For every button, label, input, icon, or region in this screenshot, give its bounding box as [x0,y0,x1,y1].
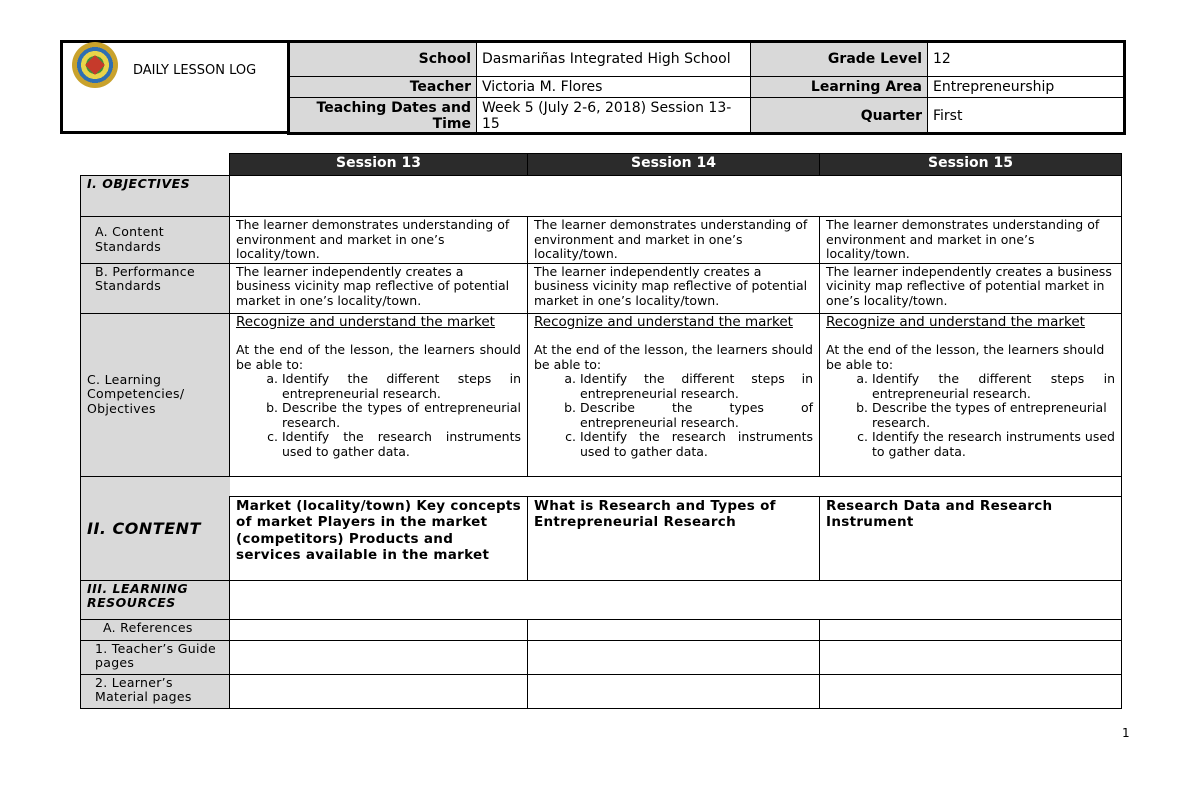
list-item: b. Describe the types of entrepreneurial research. [872,401,1115,430]
session-15-header: Session 15 [820,154,1122,176]
document-title: DAILY LESSON LOG [133,63,257,78]
learners-material-s13 [230,674,528,708]
competencies-s15 [820,313,1122,476]
grade-level-label: Grade Level [751,41,928,77]
session-14-header: Session 14 [528,154,820,176]
performance-standards-s14: The learner independently creates a business vicinity map reflective of potential market in one’s locality/town. [528,263,820,313]
references-s14 [528,619,820,640]
list-item: a. Identify the different steps in entrepreneurial research. [282,372,521,401]
quarter-label: Quarter [751,98,928,135]
teachers-guide-label: 1. Teacher’s Guide pages [81,640,230,674]
references-s13 [230,619,528,640]
corner-blank [81,154,230,176]
learning-competencies-label: C. Learning Competencies/ Objectives [81,313,230,476]
competency-title: Recognize and understand the market [534,313,793,330]
learning-area-value: Entrepreneurship [928,77,1126,98]
lesson-log-table [80,153,1122,709]
learning-resources-heading: III. LEARNING RESOURCES [81,580,230,619]
performance-standards-label: B. Performance Standards [81,263,230,313]
learning-area-label: Learning Area [751,77,928,98]
list-item: a. Identify the different steps in entrepreneurial research. [872,372,1115,401]
content-heading: II. CONTENT [87,518,201,538]
list-item: c. Identify the research instruments used to gather data. [282,430,521,459]
resources-blank [230,580,1122,619]
teacher-value: Victoria M. Flores [477,77,751,98]
header-info-table [287,40,1126,135]
competency-intro: At the end of the lesson, the learners should be able to: [826,342,1105,372]
teaching-dates-label: Teaching Dates and Time [288,98,477,135]
performance-standards-s15: The learner independently creates a business vicinity map reflective of potential market in one’s locality/town. [820,263,1122,313]
references-s15 [820,619,1122,640]
content-heading-cell [81,476,230,580]
teachers-guide-s14 [528,640,820,674]
teachers-guide-s13 [230,640,528,674]
competency-title: Recognize and understand the market [236,313,495,330]
school-label: School [288,41,477,77]
list-item: b. Describe the types of entrepreneurial research. [580,401,813,430]
teachers-guide-s15 [820,640,1122,674]
school-value: Dasmariñas Integrated High School [477,41,751,77]
competency-list [534,372,813,459]
objectives-heading: I. OBJECTIVES [81,176,230,217]
objectives-blank [230,176,1122,217]
list-item: c. Identify the research instruments used to gather data. [872,430,1115,459]
competency-title: Recognize and understand the market [826,313,1085,330]
content-standards-label: A. Content Standards [81,217,230,264]
content-standards-s13: The learner demonstrates understanding of environment and market in one’s locality/town. [230,217,528,264]
competency-intro: At the end of the lesson, the learners should be able to: [534,342,813,372]
competencies-s14 [528,313,820,476]
competency-list [826,372,1115,459]
quarter-value: First [928,98,1126,135]
learners-material-s15 [820,674,1122,708]
competency-list [236,372,521,459]
list-item: c. Identify the research instruments used to gather data. [580,430,813,459]
content-s15: Research Data and Research Instrument [820,496,1122,580]
content-standards-s15: The learner demonstrates understanding of environment and market in one’s locality/town. [820,217,1122,264]
learners-material-s14 [528,674,820,708]
list-item: a. Identify the different steps in entrepreneurial research. [580,372,813,401]
competency-intro: At the end of the lesson, the learners should be able to: [236,342,521,372]
session-13-header: Session 13 [230,154,528,176]
teacher-label: Teacher [288,77,477,98]
content-standards-s14: The learner demonstrates understanding of environment and market in one’s locality/town. [528,217,820,264]
content-s14: What is Research and Types of Entrepreneurial Research [528,496,820,580]
page-number: 1 [1122,726,1130,740]
teaching-dates-value: Week 5 (July 2-6, 2018) Session 13-15 [477,98,751,135]
performance-standards-s13: The learner independently creates a business vicinity map reflective of potential market in one’s locality/town. [230,263,528,313]
competencies-s13 [230,313,528,476]
list-item: b. Describe the types of entrepreneurial research. [282,401,521,430]
content-s13: Market (locality/town) Key concepts of market Players in the market (competitors) Products and services available in the market [230,496,528,580]
content-gap [230,476,1122,496]
learners-material-label: 2. Learner’s Material pages [81,674,230,708]
grade-level-value: 12 [928,41,1126,77]
references-label: A. References [81,619,230,640]
